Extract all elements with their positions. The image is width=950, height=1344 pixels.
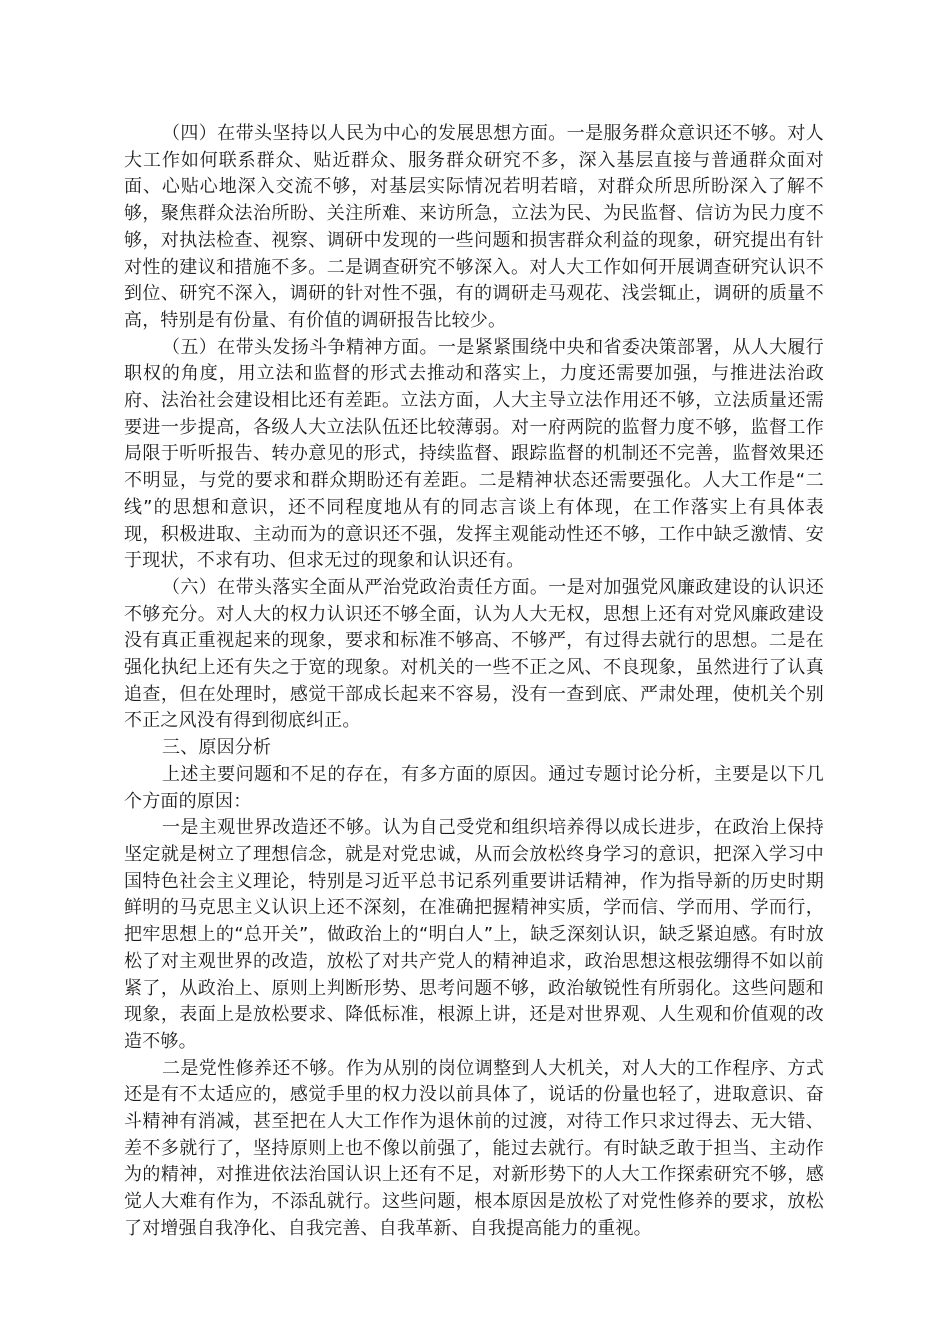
- document-body: [124, 121, 824, 1243]
- paragraph-section-5: （五）在带头发扬斗争精神方面。一是紧紧围绕中央和省委决策部署，从人大履行职权的角度，用立法和监督的形式去推动和落实上，力度还需要加强，与推进法治政府、法治社会建设相比还有差距。立法方面，人大主导立法作用还不够，立法质量还需要进一步提高，各级人大立法队伍还比较薄弱。对一府两院的监督力度不够，监督工作局限于听听报告、转办意见的形式，持续监督、跟踪监督的机制还不完善，监督效果还不明显，与党的要求和群众期盼还有差距。二是精神状态还需要强化。人大工作是“二线”的思想和意识，还不同程度地从有的同志言谈上有体现，在工作落实上有具体表现，积极进取、主动而为的意识还不强，发挥主观能动性还不够，工作中缺乏激情、安于现状，不求有功、但求无过的现象和认识还有。: [124, 336, 824, 572]
- paragraph-cause-2: 二是党性修养还不够。作为从别的岗位调整到人大机关，对人大的工作程序、方式还是有不太适应的，感觉手里的权力没以前具体了，说话的份量也轻了，进取意识、奋斗精神有消减，甚至把在人大工作作为退休前的过渡，对待工作只求过得去、无大错、差不多就行了，坚持原则上也不像以前强了，能过去就行。有时缺乏敢于担当、主动作为的精神，对推进依法治国认识上还有不足，对新形势下的人大工作探索研究不够，感觉人大难有作为，不添乱就行。这些问题，根本原因是放松了对党性修养的要求，放松了对增强自我净化、自我完善、自我革新、自我提高能力的重视。: [124, 1057, 824, 1239]
- paragraph-section-6: （六）在带头落实全面从严治党政治责任方面。一是对加强党风廉政建设的认识还不够充分。对人大的权力认识还不够全面，认为人大无权，思想上还有对党风廉政建设没有真正重视起来的现象，要求和标准不够高、不够严，有过得去就行的思想。二是在强化执纪上还有失之于宽的现象。对机关的一些不正之风、不良现象，虽然进行了认真追查，但在处理时，感觉干部成长起来不容易，没有一查到底、严肃处理，使机关个别不正之风没有得到彻底纠正。: [124, 576, 824, 732]
- paragraph-section-4: （四）在带头坚持以人民为中心的发展思想方面。一是服务群众意识还不够。对人大工作如何联系群众、贴近群众、服务群众研究不多，深入基层直接与普通群众面对面、心贴心地深入交流不够，对基层实际情况若明若暗，对群众所思所盼深入了解不够，聚焦群众法治所盼、关注所难、来访所急，立法为民、为民监督、信访为民力度不够，对执法检查、视察、调研中发现的一些问题和损害群众利益的现象，研究提出有针对性的建议和措施不多。二是调查研究不够深入。对人大工作如何开展调查研究认识不到位、研究不深入，调研的针对性不强，有的调研走马观花、浅尝辄止，调研的质量不高，特别是有份量、有价值的调研报告比较少。: [124, 123, 824, 331]
- paragraph-cause-1: 一是主观世界改造还不够。认为自己受党和组织培养得以成长进步，在政治上保持坚定就是树立了理想信念，就是对党忠诚，从而会放松终身学习的意识，把深入学习中国特色社会主义理论，特别是习近平总书记系列重要讲话精神，作为指导新的历史时期鲜明的马克思主义认识上还不深刻，在准确把握精神实质，学而信、学而用、学而行，把牢思想上的“总开关”，做政治上的“明白人”上，缺乏深刻认识，缺乏紧迫感。有时放松了对主观世界的改造，放松了对共产党人的精神追求，政治思想这根弦绷得不如以前紧了，从政治上、原则上判断形势、思考问题不够，政治敏锐性有所弱化。这些问题和现象，表面上是放松要求、降低标准，根源上讲，还是对世界观、人生观和价值观的改造不够。: [124, 817, 824, 1052]
- paragraph-cause-intro: 上述主要问题和不足的存在，有多方面的原因。通过专题讨论分析，主要是以下几个方面的原因：: [124, 763, 824, 812]
- section-heading-cause-analysis: 三、原因分析: [162, 737, 272, 759]
